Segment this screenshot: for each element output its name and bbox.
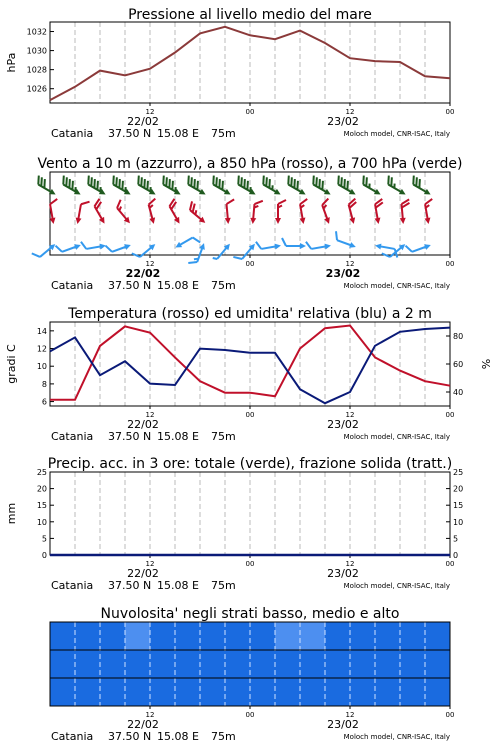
date-label: 22/02 bbox=[127, 718, 159, 731]
barb-flag bbox=[56, 244, 62, 253]
barb-flag bbox=[424, 199, 433, 204]
cloud-cell bbox=[125, 678, 151, 706]
wind-barb bbox=[256, 238, 282, 253]
barb-flag bbox=[226, 199, 234, 204]
cloud-cell bbox=[75, 650, 101, 678]
cloud-cell bbox=[425, 678, 451, 706]
barb-head bbox=[300, 243, 306, 249]
barb-flag bbox=[32, 251, 40, 260]
y-tick-label: 1028 bbox=[26, 65, 47, 75]
barb-flag bbox=[299, 199, 308, 204]
wind-barb bbox=[421, 199, 436, 225]
wind-barb bbox=[165, 199, 187, 225]
y-tick-label: 12 bbox=[36, 344, 47, 354]
location-lat: 37.50 N bbox=[108, 127, 152, 140]
y-tick-label: 6 bbox=[41, 397, 47, 407]
cloud-cell bbox=[225, 650, 251, 678]
wind-barb bbox=[208, 176, 234, 198]
barb-head bbox=[275, 243, 282, 250]
barb-flag bbox=[306, 241, 311, 250]
cloud-cell bbox=[200, 622, 226, 650]
date-label: 23/02 bbox=[325, 267, 361, 280]
y-tick-label-right: 10 bbox=[453, 517, 464, 527]
barb-flag bbox=[148, 199, 157, 205]
cloud-cell bbox=[425, 622, 451, 650]
cloud-cell bbox=[150, 678, 176, 706]
barb-head bbox=[75, 218, 82, 225]
x-tick-label: 12 bbox=[345, 260, 355, 268]
y-axis-label: mm bbox=[5, 502, 18, 525]
x-tick-label: 12 bbox=[145, 411, 155, 419]
location-lon: 15.08 E bbox=[157, 579, 199, 592]
grid bbox=[75, 22, 425, 103]
model-credit: Moloch model, CNR-ISAC, Italy bbox=[343, 130, 450, 138]
location-name: Catania bbox=[51, 127, 94, 140]
y-tick-label-right: 0 bbox=[453, 551, 459, 560]
barb-flag bbox=[282, 238, 286, 246]
x-tick-label: 00 bbox=[245, 260, 255, 268]
wind-barb bbox=[296, 199, 311, 225]
wind-barb bbox=[185, 201, 210, 225]
wind-barb bbox=[318, 199, 337, 225]
barb-head bbox=[225, 218, 232, 225]
wind-barb bbox=[275, 200, 286, 224]
grid bbox=[75, 172, 425, 255]
x-tick-label: 12 bbox=[345, 560, 355, 568]
barb-flag bbox=[193, 236, 200, 245]
wind-barb bbox=[345, 199, 362, 225]
barb-flag bbox=[406, 244, 412, 253]
cloud-cell bbox=[350, 650, 376, 678]
barb-flag bbox=[333, 231, 339, 240]
y-tick-label: 1032 bbox=[26, 27, 47, 37]
barb-flag bbox=[278, 200, 286, 204]
barb-half bbox=[213, 256, 217, 260]
wind-barb bbox=[145, 199, 162, 225]
wind-barb bbox=[306, 238, 332, 253]
wind-barb bbox=[332, 231, 358, 250]
location-name: Catania bbox=[51, 279, 94, 292]
cloud-cell bbox=[425, 650, 451, 678]
cloud-cell bbox=[200, 650, 226, 678]
location-lon: 15.08 E bbox=[157, 430, 199, 443]
cloud-cell bbox=[375, 622, 401, 650]
cloud-cell bbox=[325, 622, 351, 650]
chart-title: Temperatura (rosso) ed umidita' relativa (blu) a 2 m bbox=[68, 306, 432, 322]
wind-barb bbox=[33, 176, 59, 198]
wind-barb bbox=[174, 233, 200, 255]
panel-3 bbox=[5, 306, 493, 443]
y-axis-label: hPa bbox=[5, 52, 18, 73]
cloud-cell bbox=[350, 678, 376, 706]
x-tick-label: 12 bbox=[345, 711, 355, 719]
x-tick-label: 00 bbox=[245, 560, 255, 568]
wind-barb bbox=[46, 199, 61, 225]
x-tick-label: 00 bbox=[245, 108, 255, 116]
wind-barb bbox=[56, 237, 82, 256]
model-credit: Moloch model, CNR-ISAC, Italy bbox=[343, 582, 450, 590]
cloud-cell bbox=[400, 622, 426, 650]
barb-head bbox=[375, 243, 382, 250]
barb-head bbox=[50, 218, 57, 225]
wind-barb bbox=[250, 200, 263, 225]
grid bbox=[75, 472, 425, 555]
location-alt: 75m bbox=[211, 730, 236, 743]
barb-flag bbox=[106, 244, 112, 253]
barb-head bbox=[275, 218, 281, 224]
date-label: 22/02 bbox=[127, 115, 159, 128]
panel-4 bbox=[5, 456, 463, 592]
location-alt: 75m bbox=[211, 430, 236, 443]
date-label: 23/02 bbox=[327, 718, 359, 731]
wind-barb bbox=[213, 241, 233, 262]
cloud-cell bbox=[325, 678, 351, 706]
location-lat: 37.50 N bbox=[108, 730, 152, 743]
y-tick-label: 5 bbox=[41, 534, 47, 544]
wind-barb bbox=[308, 176, 334, 198]
cloud-cell bbox=[150, 650, 176, 678]
location-lon: 15.08 E bbox=[157, 279, 199, 292]
y-axis-label: gradi C bbox=[5, 344, 18, 384]
cloud-cell bbox=[400, 678, 426, 706]
wind-barb bbox=[233, 176, 259, 198]
barb-flag bbox=[81, 200, 90, 205]
cloud-cell bbox=[75, 678, 101, 706]
cloud-cell bbox=[175, 678, 201, 706]
x-tick-label: 00 bbox=[445, 711, 455, 719]
barb-flag bbox=[254, 200, 262, 205]
location-name: Catania bbox=[51, 730, 94, 743]
cloud-cell bbox=[150, 622, 176, 650]
wind-barb bbox=[106, 237, 132, 256]
cloud-cell bbox=[300, 622, 326, 650]
barb-flag bbox=[256, 241, 261, 250]
barb-flag bbox=[49, 199, 58, 204]
x-tick-label: 12 bbox=[145, 711, 155, 719]
cloud-cell bbox=[325, 650, 351, 678]
location-lon: 15.08 E bbox=[157, 730, 199, 743]
location-name: Catania bbox=[51, 430, 94, 443]
x-tick-label: 00 bbox=[445, 260, 455, 268]
barb-head bbox=[325, 243, 332, 250]
wind-barb bbox=[112, 200, 136, 225]
cloud-cell bbox=[50, 650, 76, 678]
model-credit: Moloch model, CNR-ISAC, Italy bbox=[343, 733, 450, 741]
y-tick-label-right: 60 bbox=[453, 360, 464, 369]
barb-head bbox=[300, 218, 307, 225]
cloud-cell bbox=[250, 678, 276, 706]
cloud-cell bbox=[125, 622, 151, 650]
cloud-cell bbox=[250, 622, 276, 650]
cloud-cell bbox=[275, 650, 301, 678]
cloud-cell bbox=[275, 622, 301, 650]
y-tick-label-right: 80 bbox=[453, 332, 464, 341]
cloud-cell bbox=[225, 622, 251, 650]
wind-barb bbox=[408, 176, 434, 198]
cloud-cell bbox=[100, 622, 126, 650]
barb-head bbox=[400, 218, 407, 225]
cloud-cell bbox=[100, 650, 126, 678]
wind-barb bbox=[133, 176, 159, 198]
barb-flag bbox=[188, 259, 197, 265]
x-tick-label: 12 bbox=[345, 411, 355, 419]
cloud-cell bbox=[175, 650, 201, 678]
cloud-cell bbox=[125, 650, 151, 678]
wind-barb bbox=[371, 199, 386, 225]
wind-barb bbox=[58, 176, 84, 198]
date-label: 23/02 bbox=[327, 567, 359, 580]
y-tick-label: 1026 bbox=[26, 84, 47, 94]
wind-barb bbox=[406, 237, 432, 256]
panel-1 bbox=[5, 7, 454, 140]
cloud-cell bbox=[275, 678, 301, 706]
model-credit: Moloch model, CNR-ISAC, Italy bbox=[343, 433, 450, 441]
location-lon: 15.08 E bbox=[157, 127, 199, 140]
chart-title: Pressione al livello medio del mare bbox=[128, 7, 372, 23]
wind-barb bbox=[75, 200, 90, 226]
barb-flag bbox=[115, 200, 124, 208]
wind-barb bbox=[188, 240, 207, 266]
cloud-cell bbox=[400, 650, 426, 678]
date-label: 22/02 bbox=[127, 567, 159, 580]
wind-barb bbox=[283, 176, 309, 198]
x-tick-label: 00 bbox=[445, 411, 455, 419]
wind-barb bbox=[183, 176, 209, 198]
model-credit: Moloch model, CNR-ISAC, Italy bbox=[343, 282, 450, 290]
wind-barb bbox=[132, 238, 157, 262]
chart-title: Precip. acc. in 3 ore: totale (verde), frazione solida (tratt.) bbox=[47, 456, 453, 472]
wind-barb bbox=[81, 238, 107, 253]
y-tick-label: 10 bbox=[36, 517, 47, 527]
date-label: 22/02 bbox=[125, 267, 161, 280]
cloud-cell bbox=[175, 622, 201, 650]
cloud-cell bbox=[300, 678, 326, 706]
wind-barb bbox=[83, 176, 109, 198]
location-name: Catania bbox=[51, 579, 94, 592]
wind-barb bbox=[333, 176, 359, 198]
location-alt: 75m bbox=[211, 579, 236, 592]
x-tick-label: 00 bbox=[445, 560, 455, 568]
location-lat: 37.50 N bbox=[108, 279, 152, 292]
y-tick-label-right: 5 bbox=[453, 534, 459, 544]
y-tick-label-right: 40 bbox=[453, 388, 464, 397]
y-tick-label: 8 bbox=[41, 379, 47, 389]
x-tick-label: 00 bbox=[245, 411, 255, 419]
cloud-cell bbox=[225, 678, 251, 706]
y-tick-label: 25 bbox=[36, 468, 47, 477]
y-tick-label: 1030 bbox=[26, 46, 47, 56]
wind-barb bbox=[90, 199, 112, 225]
cloud-cell bbox=[50, 622, 76, 650]
barb-flag bbox=[81, 241, 86, 250]
wind-barb bbox=[32, 238, 57, 262]
location-lat: 37.50 N bbox=[108, 430, 152, 443]
barb-head bbox=[425, 218, 432, 225]
y-tick-label: 14 bbox=[36, 326, 47, 336]
cloud-cell bbox=[300, 650, 326, 678]
date-label: 22/02 bbox=[127, 418, 159, 431]
x-tick-label: 12 bbox=[145, 260, 155, 268]
wind-barb bbox=[282, 238, 306, 249]
cloud-cell bbox=[250, 650, 276, 678]
y-tick-label-right: 25 bbox=[453, 468, 464, 477]
chart-title: Vento a 10 m (azzurro), a 850 hPa (rosso), a 700 hPa (verde) bbox=[37, 156, 463, 172]
location-alt: 75m bbox=[211, 127, 236, 140]
cloud-cell bbox=[375, 650, 401, 678]
wind-barb bbox=[108, 176, 134, 198]
x-tick-label: 12 bbox=[145, 108, 155, 116]
panel-2 bbox=[32, 156, 463, 292]
cloud-cell bbox=[375, 678, 401, 706]
y-tick-label: 10 bbox=[36, 362, 47, 372]
wind-barb bbox=[158, 176, 184, 198]
y-tick-label-right: 15 bbox=[453, 501, 464, 511]
wind-barb bbox=[258, 176, 284, 198]
y-tick-label: 0 bbox=[41, 551, 47, 560]
cloud-cell bbox=[200, 678, 226, 706]
y-tick-label: 15 bbox=[36, 501, 47, 511]
x-tick-label: 00 bbox=[245, 711, 255, 719]
y-tick-label: 20 bbox=[36, 484, 47, 494]
wind-barb bbox=[383, 176, 409, 198]
chart-title: Nuvolosita' negli strati basso, medio e alto bbox=[100, 606, 400, 622]
location-alt: 75m bbox=[211, 279, 236, 292]
barb-head bbox=[250, 218, 257, 225]
x-tick-label: 00 bbox=[445, 108, 455, 116]
date-label: 23/02 bbox=[327, 115, 359, 128]
cloud-cell bbox=[100, 678, 126, 706]
x-tick-label: 12 bbox=[145, 560, 155, 568]
barb-head bbox=[375, 218, 382, 225]
x-tick-label: 12 bbox=[345, 108, 355, 116]
location-lat: 37.50 N bbox=[108, 579, 152, 592]
date-label: 23/02 bbox=[327, 418, 359, 431]
cloud-cell bbox=[350, 622, 376, 650]
y-tick-label-right: 20 bbox=[453, 484, 464, 494]
cloud-cell bbox=[75, 622, 101, 650]
y-axis-label-right: % bbox=[480, 358, 493, 370]
cloud-cell bbox=[50, 678, 76, 706]
wind-barb bbox=[358, 176, 384, 198]
